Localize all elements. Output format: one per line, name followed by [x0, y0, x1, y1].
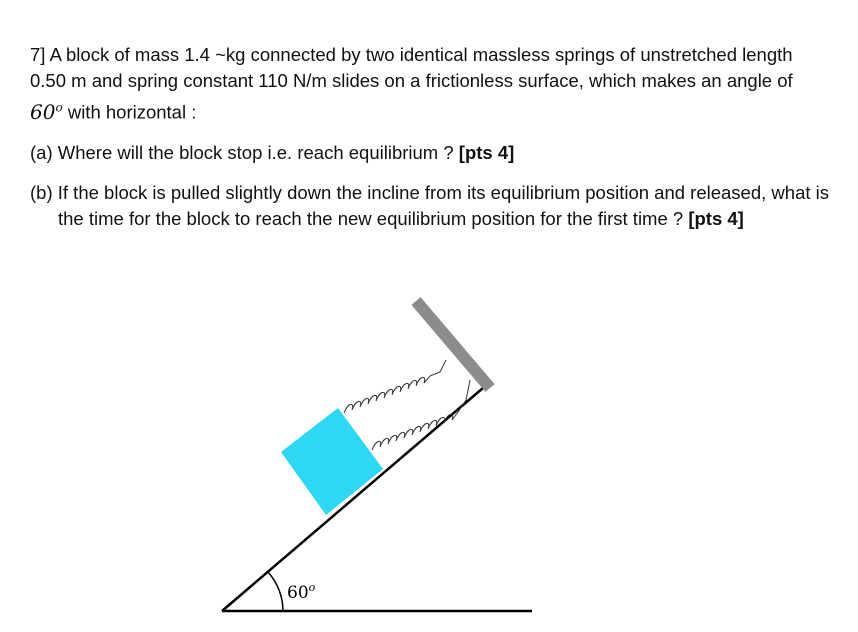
- upper-spring: [344, 360, 446, 413]
- part-a-text: Where will the block stop i.e. reach equilibrium ?: [57, 142, 454, 163]
- block: [281, 408, 383, 515]
- part-b-label: (b): [30, 182, 53, 203]
- incline-line: [222, 382, 490, 611]
- problem-intro: A block of mass 1.4 ~kg connected by two identical massless springs of unstretched length 0.50 m and spring constant 110 N/m slides on a frictionless surface, which makes an angle of: [30, 44, 793, 91]
- angle-label: 60$^o$: [287, 581, 316, 603]
- part-b-points: [pts 4]: [688, 208, 744, 229]
- problem-number: 7]: [30, 44, 46, 65]
- angle-degree: o: [55, 100, 63, 114]
- angle-arc: [268, 572, 283, 611]
- wall: [416, 301, 490, 388]
- part-a-label: (a): [30, 142, 53, 163]
- problem-intro-end: with horizontal :: [67, 101, 197, 123]
- part-a-points: [pts 4]: [458, 142, 515, 163]
- angle-value: 60: [30, 99, 56, 124]
- part-b-text: If the block is pulled slightly down the incline from its equilibrium position and released, what is the time for the block to reach the new equilibrium position for the first time ?: [57, 182, 829, 229]
